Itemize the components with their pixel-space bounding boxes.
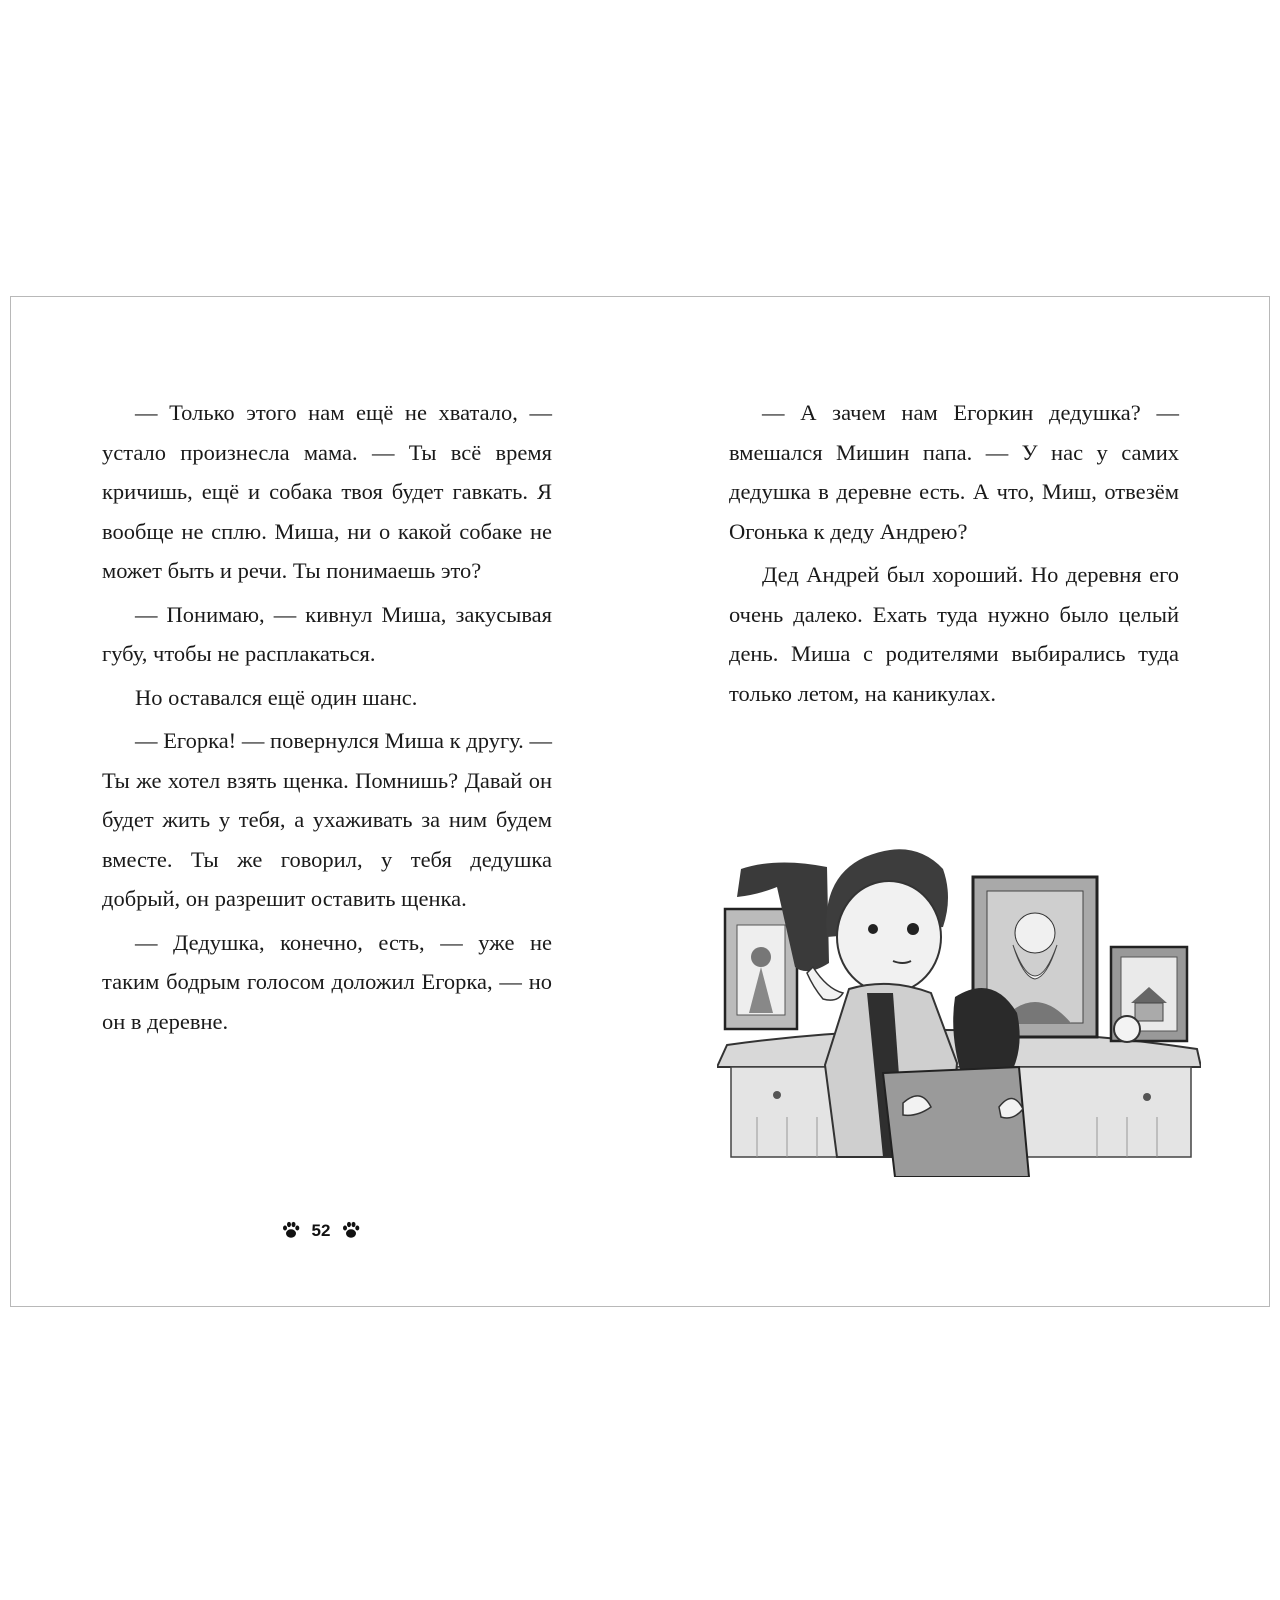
paw-print-icon: [281, 1221, 301, 1239]
illustration-boy-with-puppy-box: [717, 817, 1201, 1177]
right-page-text: [729, 393, 1179, 717]
left-page-text: [102, 393, 552, 1045]
paw-print-icon: [341, 1221, 361, 1239]
paragraph: Дед Андрей был хороший. Но деревня его очень далеко. Ехать туда нужно было целый день. Миша с родителями выбирались туда только летом, на каникулах.: [729, 562, 1179, 706]
page-number-footer: [11, 1221, 631, 1241]
paragraph: — Понимаю, — кивнул Миша, закусывая губу, чтобы не расплакаться.: [102, 601, 552, 666]
page-number: 52: [311, 1221, 331, 1240]
book-spread: [10, 296, 1270, 1307]
paragraph: — Только этого нам ещё не хватало, — устало произнесла мама. — Ты всё время кричишь, ещё и собака твоя будет гавкать. Я вообще не сплю. Миша, ни о какой собаке не может быть и речи. Ты понимаешь это?: [102, 400, 552, 583]
paragraph: — Дедушка, конечно, есть, — уже не таким бодрым голосом доложил Егорка, — но он в деревне.: [102, 929, 552, 1034]
paragraph: — А зачем нам Егоркин дедушка? — вмешался Мишин папа. — У нас у самих дедушка в деревне есть. А что, Миш, отвезём Огонька к деду Андрею?: [729, 400, 1179, 544]
paragraph: Но оставался ещё один шанс.: [135, 684, 418, 710]
paragraph: — Егорка! — повернулся Миша к другу. — Ты же хотел взять щенка. Помнишь? Давай он будет жить у тебя, а ухаживать за ним будем вместе. Ты же говорил, у тебя дедушка добрый, он разрешит оставить щенка.: [102, 728, 552, 911]
